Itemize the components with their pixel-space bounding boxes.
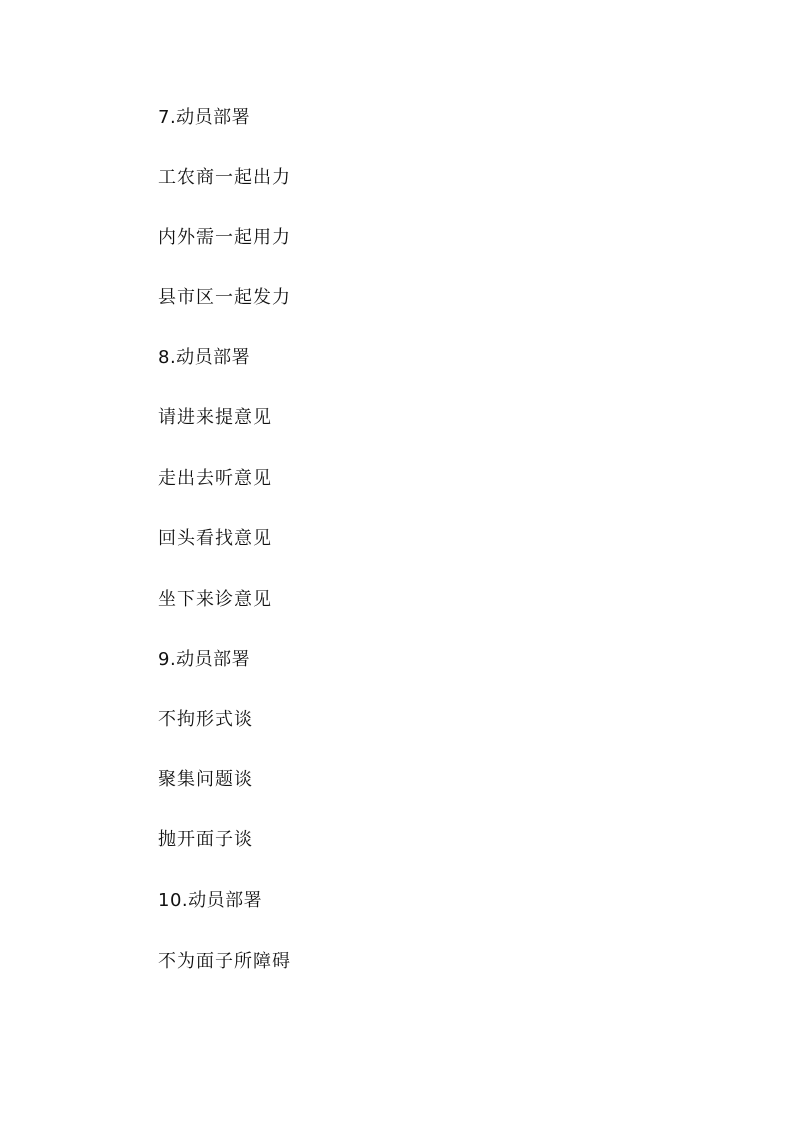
body-line: 不拘形式谈 — [158, 709, 253, 730]
body-line: 不为面子所障碍 — [158, 951, 291, 972]
body-line: 聚集问题谈 — [158, 769, 253, 790]
section-heading: 10.动员部署 — [158, 890, 263, 911]
body-line: 县市区一起发力 — [158, 287, 291, 308]
section-heading: 8.动员部署 — [158, 347, 251, 368]
body-line: 回头看找意见 — [158, 528, 272, 549]
body-line: 内外需一起用力 — [158, 227, 291, 248]
body-line: 请进来提意见 — [158, 407, 272, 428]
body-line: 坐下来诊意见 — [158, 589, 272, 610]
body-line: 走出去听意见 — [158, 468, 272, 489]
section-heading: 7.动员部署 — [158, 107, 251, 128]
section-heading: 9.动员部署 — [158, 649, 251, 670]
body-line: 工农商一起出力 — [158, 167, 291, 188]
body-line: 抛开面子谈 — [158, 829, 253, 850]
